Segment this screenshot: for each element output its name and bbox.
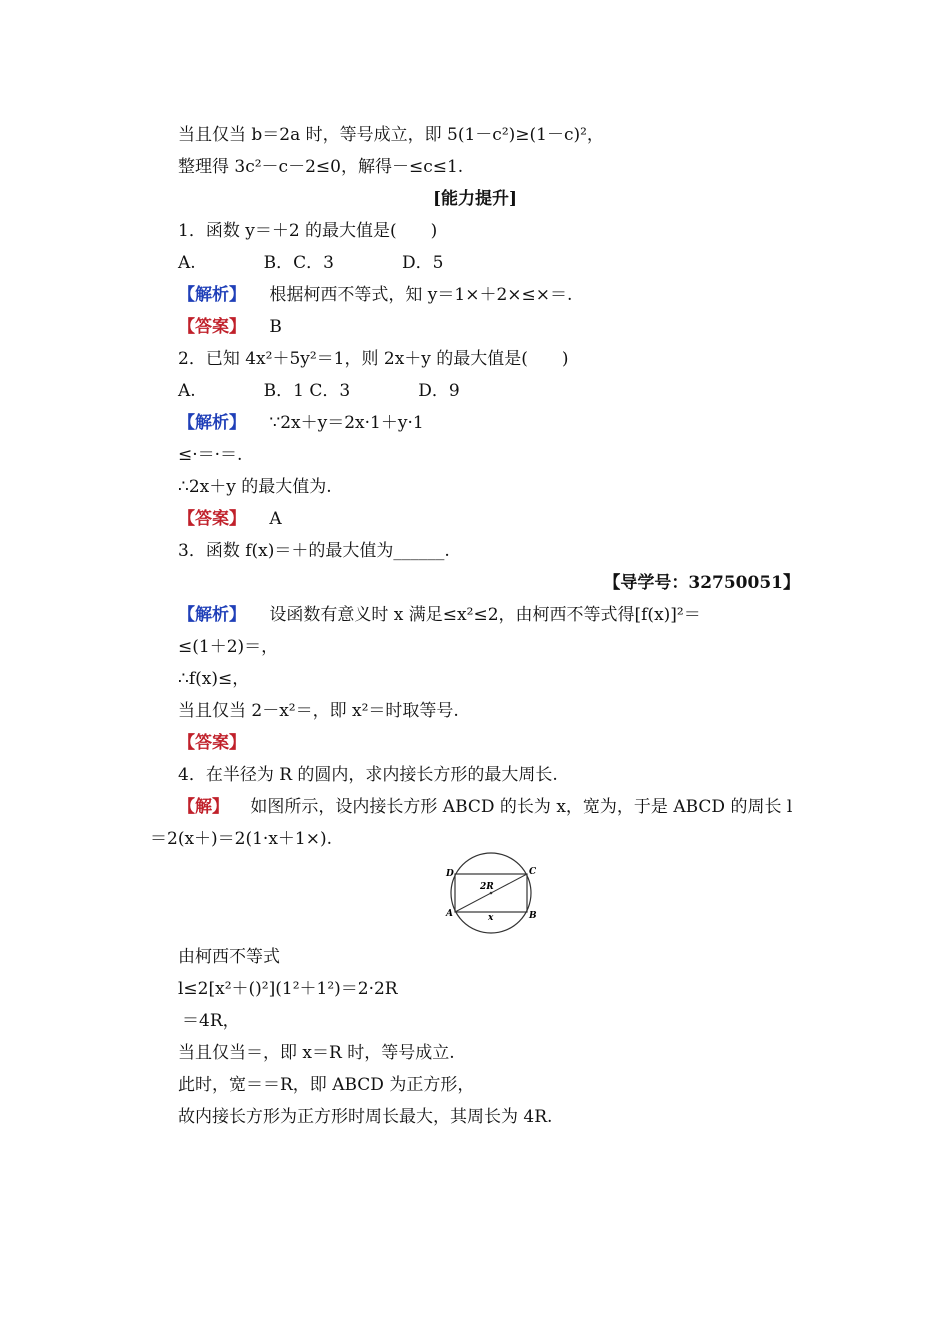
- question-2-analysis: [178, 412, 424, 434]
- solution-label: 【解】: [178, 797, 229, 817]
- label-2r: 2R: [480, 882, 494, 892]
- analysis-label: 【解析】: [178, 285, 246, 305]
- question-3-analysis: [178, 604, 701, 626]
- question-3-answer: [178, 732, 246, 754]
- solution-step: l≤2[x²＋()²](1²＋1²)＝2·2R: [178, 979, 398, 999]
- label-d: D: [446, 869, 454, 879]
- solution-continuation: ＝2(x＋)＝2(1·x＋1×).: [150, 829, 333, 849]
- question-1-analysis: [178, 284, 572, 306]
- question-3-stem: 3．函数 f(x)＝＋的最大值为______.: [178, 541, 450, 561]
- question-1-stem: 1．函数 y＝＋2 的最大值是( ): [178, 221, 438, 241]
- analysis-label: 【解析】: [178, 605, 246, 625]
- answer-label: 【答案】: [178, 733, 246, 753]
- center-point: [490, 892, 493, 895]
- solution-step: 由柯西不等式: [178, 947, 280, 967]
- answer-label: 【答案】: [178, 509, 246, 529]
- answer-text: A: [269, 509, 282, 529]
- circle-rectangle-figure: [440, 852, 540, 936]
- question-3-line: ∴f(x)≤，: [178, 669, 250, 689]
- question-3-line: 当且仅当 2－x²＝，即 x²＝时取等号.: [178, 701, 459, 721]
- question-1-answer: [178, 316, 282, 338]
- question-4-stem: 4．在半径为 R 的圆内，求内接长方形的最大周长.: [178, 765, 558, 785]
- question-2-stem: 2．已知 4x²＋5y²＝1，则 2x＋y 的最大值是( ): [178, 349, 569, 369]
- solution-step: 故内接长方形为正方形时周长最大，其周长为 4R.: [178, 1107, 553, 1127]
- solution-step: 此时，宽＝＝R，即 ABCD 为正方形，: [178, 1075, 475, 1095]
- analysis-text: 设函数有意义时 x 满足≤x²≤2，由柯西不等式得[f(x)]²＝: [269, 605, 701, 625]
- question-1-options: A. B．C．3 D．5: [178, 253, 444, 273]
- question-2-line: ≤·＝·＝.: [178, 445, 243, 465]
- answer-label: 【答案】: [178, 317, 246, 337]
- text-line: 当且仅当 b＝2a 时，等号成立，即 5(1－c²)≥(1－c)²，: [178, 125, 604, 145]
- analysis-text: 根据柯西不等式，知 y＝1×＋2×≤×＝.: [269, 285, 573, 305]
- label-a: A: [446, 909, 453, 919]
- label-b: B: [529, 911, 537, 921]
- text-line: 整理得 3c²－c－2≤0，解得－≤c≤1.: [178, 157, 464, 177]
- question-2-answer: [178, 508, 282, 530]
- section-title: [能力提升]: [432, 189, 518, 209]
- question-3-line: ≤(1＋2)＝，: [178, 637, 279, 657]
- reference-number: 【导学号：32750051】: [603, 573, 800, 593]
- question-4-solution: [178, 796, 792, 818]
- analysis-label: 【解析】: [178, 413, 246, 433]
- label-c: C: [529, 867, 537, 877]
- label-x: x: [488, 913, 494, 923]
- solution-text: 如图所示，设内接长方形 ABCD 的长为 x，宽为，于是 ABCD 的周长 l: [250, 797, 793, 817]
- solution-step: ＝4R，: [182, 1011, 240, 1031]
- solution-step: 当且仅当＝，即 x＝R 时，等号成立.: [178, 1043, 455, 1063]
- question-2-line: ∴2x＋y 的最大值为.: [178, 477, 332, 497]
- analysis-text: ∵2x＋y＝2x·1＋y·1: [269, 413, 424, 433]
- question-2-options: A. B．1 C．3 D．9: [178, 381, 460, 401]
- answer-text: B: [269, 317, 282, 337]
